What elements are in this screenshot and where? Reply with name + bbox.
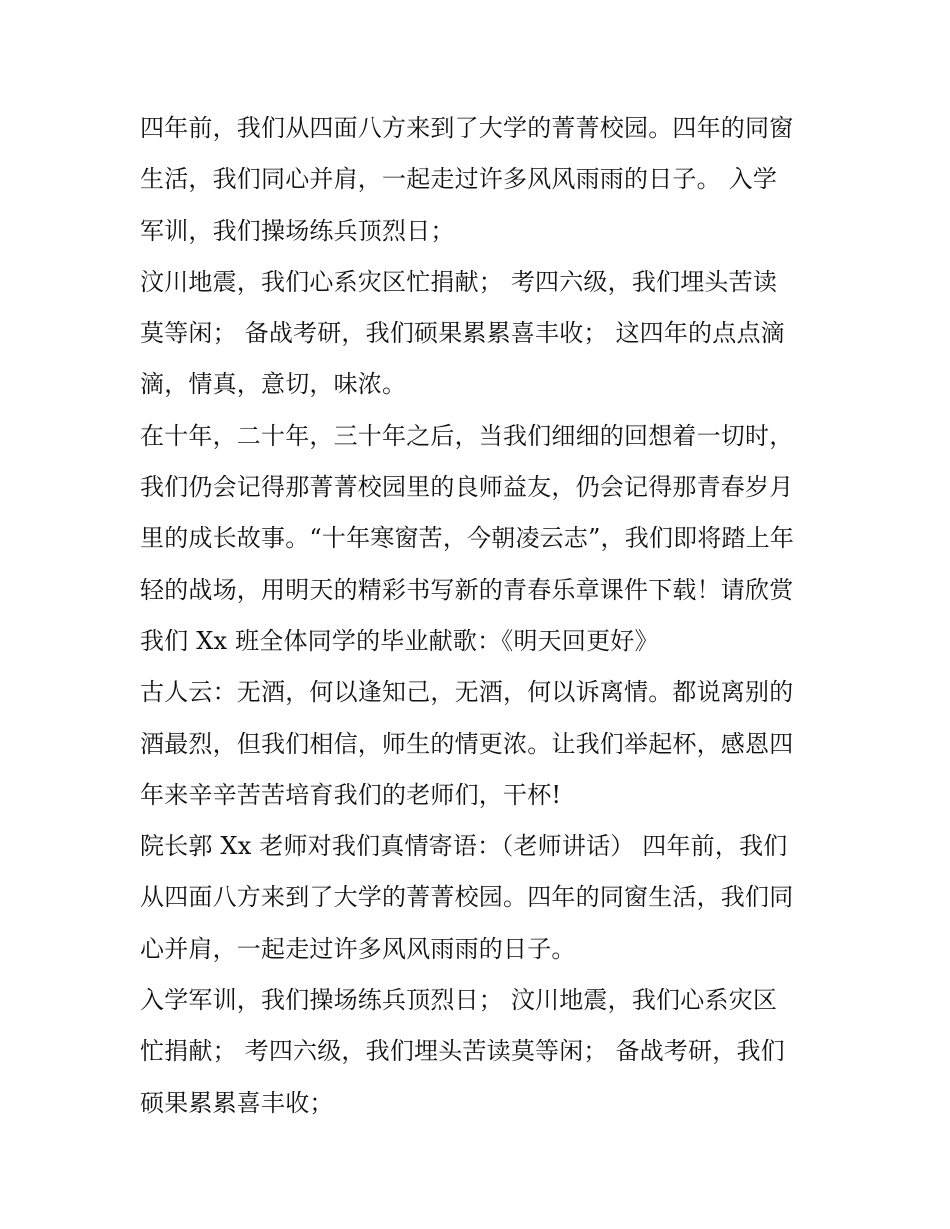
text-line: 军训，我们操场练兵顶烈日； xyxy=(140,216,455,245)
text-line: 古人云：无酒，何以逢知己，无酒，何以诉离情。都说离别的 xyxy=(140,678,794,707)
text-line: 忙捐献； 考四六级，我们埋头苦读莫等闲； 备战考研，我们 xyxy=(140,1037,785,1066)
text-line: 生活，我们同心并肩，一起走过许多风风雨雨的日子。 入学 xyxy=(140,165,778,194)
text-line: 莫等闲； 备战考研，我们硕果累累喜丰收； 这四年的点点滴 xyxy=(140,319,785,348)
text-line: 汶川地震，我们心系灾区忙捐献； 考四六级，我们埋头苦读 xyxy=(140,267,778,296)
text-line: 我们仍会记得那菁菁校园里的良师益友，仍会记得那青春岁月 xyxy=(140,473,794,502)
text-line: 滴，情真，意切，味浓。 xyxy=(140,370,407,399)
text-line: 入学军训，我们操场练兵顶烈日； 汶川地震，我们心系灾区 xyxy=(140,986,778,1015)
document-body xyxy=(140,103,812,1129)
text-line: 年来辛辛苦苦培育我们的老师们，干杯! xyxy=(140,780,562,809)
text-line: 从四面八方来到了大学的菁菁校园。四年的同窗生活，我们同 xyxy=(140,883,794,912)
text-line: 在十年，二十年，三十年之后，当我们细细的回想着一切时， xyxy=(140,421,794,450)
text-line: 心并肩，一起走过许多风风雨雨的日子。 xyxy=(140,934,576,963)
text-line: 轻的战场，用明天的精彩书写新的青春乐章课件下载！请欣赏 xyxy=(140,575,794,604)
text-line: 院长郭 Xx 老师对我们真情寄语：（老师讲话） 四年前，我们 xyxy=(140,832,788,861)
text-line: 我们 Xx 班全体同学的毕业献歌：《明天回更好》 xyxy=(140,626,659,655)
text-line: 里的成长故事。“十年寒窗苦，今朝凌云志”，我们即将踏上年 xyxy=(140,524,795,553)
text-line: 硕果累累喜丰收； xyxy=(140,1088,334,1117)
text-line: 四年前，我们从四面八方来到了大学的菁菁校园。四年的同窗 xyxy=(140,114,794,142)
text-line: 酒最烈，但我们相信，师生的情更浓。让我们举起杯，感恩四 xyxy=(140,729,794,758)
